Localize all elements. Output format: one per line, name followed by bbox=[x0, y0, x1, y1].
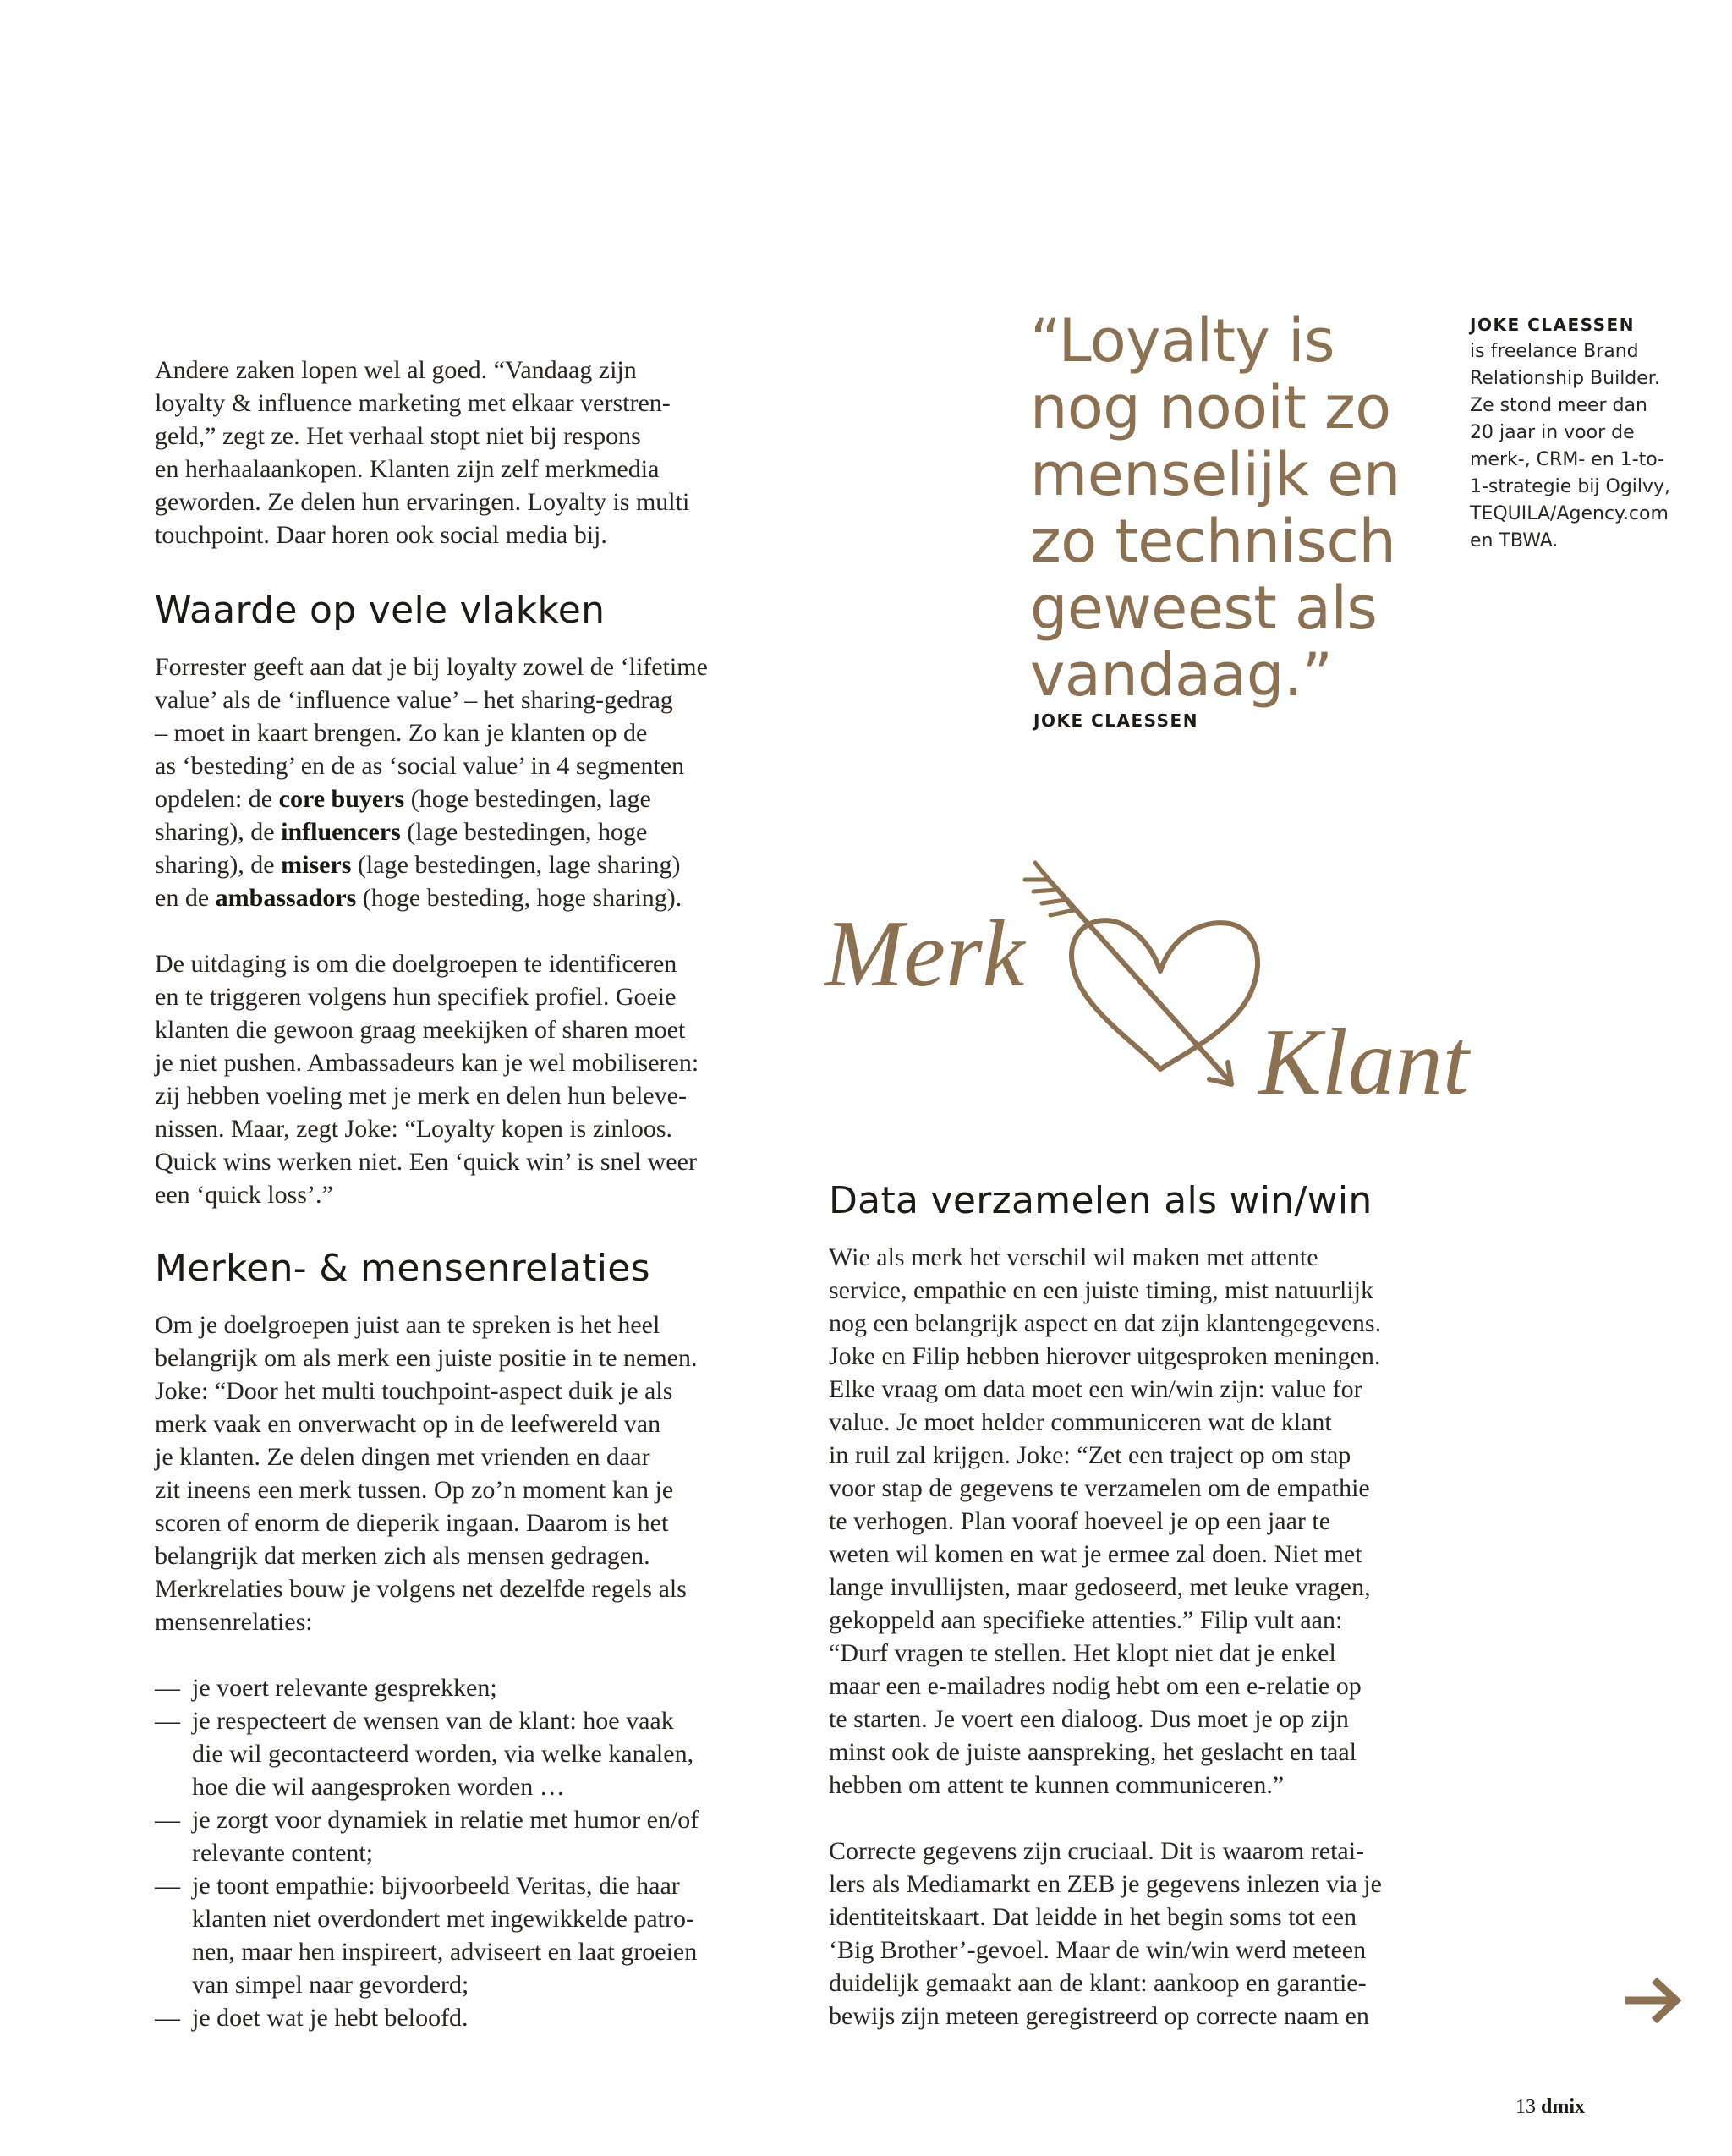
text-line: geld,” zegt ze. Het verhaal stopt niet bij respons bbox=[155, 422, 641, 450]
text-line: mensenrelaties: bbox=[155, 1608, 313, 1636]
text-line: klanten die gewoon graag meekijken of sharen moet bbox=[155, 1016, 686, 1044]
dash-bullet: — bbox=[155, 1872, 180, 1900]
text-line: klanten niet overdondert met ingewikkelde patro- bbox=[192, 1905, 694, 1933]
quote-line: menselijk en bbox=[1030, 440, 1400, 509]
text-line: nen, maar hen inspireert, adviseert en laat groeien bbox=[192, 1938, 698, 1966]
text-line: Wie als merk het verschil wil maken met attente bbox=[829, 1243, 1318, 1271]
text-fragment: (hoge bestedingen, lage bbox=[404, 785, 651, 813]
text-line: bewijs zijn meteen geregistreerd op correcte naam en bbox=[829, 2002, 1369, 2030]
list-item bbox=[155, 1869, 797, 2001]
text-line: relevante content; bbox=[192, 1839, 374, 1867]
list-item bbox=[155, 1704, 797, 1803]
text-line bbox=[155, 782, 797, 815]
section-waarde-body bbox=[155, 650, 797, 1211]
rules-list bbox=[155, 1671, 797, 2034]
section-heading-merken: Merken- & mensenrelaties bbox=[155, 1247, 650, 1290]
text-line: van simpel naar gevorderd; bbox=[192, 1971, 469, 1999]
author-bio bbox=[1470, 311, 1707, 555]
text-line: geworden. Ze delen hun ervaringen. Loyalty is multi bbox=[155, 488, 690, 516]
pull-quote bbox=[1030, 308, 1453, 731]
bio-line: 1-strategie bij Ogilvy, bbox=[1470, 476, 1671, 497]
relations-paragraph bbox=[155, 1308, 797, 1638]
text-line: en te triggeren volgens hun specifiek profiel. Goeie bbox=[155, 983, 677, 1011]
logo-word-klant: Klant bbox=[1258, 1010, 1469, 1115]
text-line: De uitdaging is om die doelgroepen te identificeren bbox=[155, 950, 677, 978]
text-line: te verhogen. Plan vooraf hoeveel je op een jaar te bbox=[829, 1507, 1331, 1535]
quote-attribution: JOKE CLAESSEN bbox=[1033, 710, 1198, 731]
section-heading-data: Data verzamelen als win/win bbox=[829, 1179, 1373, 1222]
text-line: Joke en Filip hebben hierover uitgesproken meningen. bbox=[829, 1342, 1381, 1370]
bio-line: en TBWA. bbox=[1470, 530, 1559, 551]
page-number: 13 bbox=[1516, 2096, 1536, 2118]
bio-line: TEQUILA/Agency.com bbox=[1470, 503, 1669, 524]
text-line: hoe die wil aangesproken worden … bbox=[192, 1773, 565, 1801]
quote-line: vandaag.” bbox=[1030, 640, 1333, 710]
text-line bbox=[155, 815, 797, 848]
text-line: maar een e-mailadres nodig hebt om een e-relatie op bbox=[829, 1672, 1362, 1700]
text-line: zij hebben voeling met je merk en delen hun beleve- bbox=[155, 1082, 687, 1110]
text-line: as ‘besteding’ en de as ‘social value’ in 4 segmenten bbox=[155, 752, 685, 780]
bio-name: JOKE CLAESSEN bbox=[1470, 315, 1635, 335]
bio-line: 20 jaar in voor de bbox=[1470, 422, 1635, 443]
text-line: value’ als de ‘influence value’ – het sharing-gedrag bbox=[155, 686, 673, 714]
quote-line: geweest als bbox=[1030, 573, 1378, 643]
text-line: je klanten. Ze delen dingen met vrienden en daar bbox=[155, 1443, 650, 1471]
paragraph-gap bbox=[155, 914, 797, 947]
text-line: Andere zaken lopen wel al goed. “Vandaag zijn bbox=[155, 356, 637, 384]
text-line: Forrester geeft aan dat je bij loyalty zowel de ‘lifetime bbox=[155, 653, 708, 681]
text-line: identiteitskaart. Dat leidde in het begin soms tot een bbox=[829, 1903, 1357, 1931]
magazine-name: dmix bbox=[1541, 2096, 1586, 2118]
segments-paragraph bbox=[155, 650, 797, 914]
dash-bullet: — bbox=[155, 1707, 180, 1735]
quote-line: zo technisch bbox=[1030, 507, 1396, 576]
data-paragraph-1 bbox=[829, 1241, 1472, 1802]
dash-bullet: — bbox=[155, 1674, 180, 1702]
challenge-paragraph bbox=[155, 947, 797, 1211]
text-line: lers als Mediamarkt en ZEB je gegevens inlezen via je bbox=[829, 1870, 1382, 1898]
text-line: en herhaalaankopen. Klanten zijn zelf merkmedia bbox=[155, 455, 660, 483]
text-line: service, empathie en een juiste timing, mist natuurlijk bbox=[829, 1276, 1374, 1304]
bio-line: Relationship Builder. bbox=[1470, 368, 1660, 389]
text-line: ‘Big Brother’-gevoel. Maar de win/win werd meteen bbox=[829, 1936, 1367, 1964]
text-line bbox=[155, 881, 797, 914]
term-misers: misers bbox=[281, 851, 352, 879]
text-line: duidelijk gemaakt aan de klant: aankoop en garantie- bbox=[829, 1969, 1367, 1997]
bio-text bbox=[1470, 338, 1707, 555]
text-line: loyalty & influence marketing met elkaar verstren- bbox=[155, 389, 671, 417]
data-paragraph-2 bbox=[829, 1835, 1472, 2033]
section-data-body bbox=[829, 1241, 1472, 2033]
text-line: in ruil zal krijgen. Joke: “Zet een traject op om stap bbox=[829, 1441, 1351, 1469]
dash-bullet: — bbox=[155, 1806, 180, 1834]
text-line: “Durf vragen te stellen. Het klopt niet dat je enkel bbox=[829, 1639, 1336, 1667]
text-line: scoren of enorm de dieperik ingaan. Daarom is het bbox=[155, 1509, 669, 1537]
text-fragment: sharing), de bbox=[155, 818, 282, 846]
text-fragment: (lage bestedingen, lage sharing) bbox=[351, 851, 681, 879]
text-line: – moet in kaart brengen. Zo kan je klanten op de bbox=[155, 719, 648, 747]
text-line: merk vaak en onverwacht op in de leefwereld van bbox=[155, 1410, 661, 1438]
text-line: te starten. Je voert een dialoog. Dus moet je op zijn bbox=[829, 1705, 1349, 1733]
list-item bbox=[155, 1671, 797, 1704]
quote-line: nog nooit zo bbox=[1030, 373, 1391, 442]
term-ambassadors: ambassadors bbox=[215, 884, 357, 912]
text-line: belangrijk om als merk een juiste positie in te nemen. bbox=[155, 1344, 698, 1372]
logo-word-merk: Merk bbox=[825, 902, 1025, 1007]
term-influencers: influencers bbox=[281, 818, 401, 846]
quote-line: “Loyalty is bbox=[1030, 306, 1335, 376]
text-line: gekoppeld aan specifieke attenties.” Filip vult aan: bbox=[829, 1606, 1343, 1634]
list-item bbox=[155, 2001, 797, 2034]
text-line: die wil gecontacteerd worden, via welke kanalen, bbox=[192, 1740, 694, 1768]
heart-arrow-icon bbox=[1006, 846, 1285, 1100]
text-line: je toont empathie: bijvoorbeeld Veritas, die haar bbox=[192, 1872, 680, 1900]
text-line: minst ook de juiste aanspreking, het geslacht en taal bbox=[829, 1738, 1357, 1766]
intro-paragraph bbox=[155, 354, 781, 551]
text-line: lange invullijsten, maar gedoseerd, met leuke vragen, bbox=[829, 1573, 1371, 1601]
text-line: weten wil komen en wat je ermee zal doen. Niet met bbox=[829, 1540, 1362, 1568]
text-line: Elke vraag om data moet een win/win zijn: value for bbox=[829, 1375, 1362, 1403]
text-fragment: (hoge besteding, hoge sharing). bbox=[356, 884, 682, 912]
text-line: hebben om attent te kunnen communiceren.” bbox=[829, 1771, 1285, 1799]
arrow-right-icon[interactable] bbox=[1624, 1977, 1683, 2024]
text-line: je doet wat je hebt beloofd. bbox=[192, 2004, 469, 2032]
text-line: Quick wins werken niet. Een ‘quick win’ is snel weer bbox=[155, 1148, 697, 1176]
paragraph-gap bbox=[829, 1802, 1472, 1835]
text-line: je zorgt voor dynamiek in relatie met humor en/of bbox=[192, 1806, 699, 1834]
text-fragment: en de bbox=[155, 884, 216, 912]
text-fragment: sharing), de bbox=[155, 851, 282, 879]
dash-bullet: — bbox=[155, 2004, 180, 2032]
bio-line: is freelance Brand bbox=[1470, 341, 1639, 362]
text-line: Joke: “Door het multi touchpoint-aspect duik je als bbox=[155, 1377, 673, 1405]
section-merken-body bbox=[155, 1308, 797, 2034]
paragraph-gap bbox=[155, 1638, 797, 1671]
text-line: je respecteert de wensen van de klant: hoe vaak bbox=[192, 1707, 674, 1735]
bio-line: Ze stond meer dan bbox=[1470, 395, 1647, 416]
text-line: Merkrelaties bouw je volgens net dezelfde regels als bbox=[155, 1575, 687, 1603]
text-line: belangrijk dat merken zich als mensen gedragen. bbox=[155, 1542, 650, 1570]
text-line: zit ineens een merk tussen. Op zo’n moment kan je bbox=[155, 1476, 674, 1504]
text-line: nog een belangrijk aspect en dat zijn klantengegevens. bbox=[829, 1309, 1382, 1337]
text-fragment: opdelen: de bbox=[155, 785, 279, 813]
list-item bbox=[155, 1803, 797, 1869]
text-line: Correcte gegevens zijn cruciaal. Dit is waarom retai- bbox=[829, 1837, 1365, 1865]
bio-line: merk-, CRM- en 1-to- bbox=[1470, 449, 1665, 470]
text-line: voor stap de gegevens te verzamelen om de empathie bbox=[829, 1474, 1370, 1502]
term-core-buyers: core buyers bbox=[278, 785, 405, 813]
text-line: value. Je moet helder communiceren wat de klant bbox=[829, 1408, 1332, 1436]
text-line: een ‘quick loss’.” bbox=[155, 1181, 333, 1209]
pull-quote-text bbox=[1030, 308, 1453, 709]
left-column bbox=[155, 354, 781, 551]
text-line: je voert relevante gesprekken; bbox=[192, 1674, 497, 1702]
page-footer bbox=[1516, 2096, 1585, 2119]
text-line bbox=[155, 848, 797, 881]
text-line: je niet pushen. Ambassadeurs kan je wel mobiliseren: bbox=[155, 1049, 699, 1077]
text-line: touchpoint. Daar horen ook social media bij. bbox=[155, 521, 607, 549]
text-line: Om je doelgroepen juist aan te spreken is het heel bbox=[155, 1311, 660, 1339]
text-fragment: (lage bestedingen, hoge bbox=[400, 818, 648, 846]
text-line: nissen. Maar, zegt Joke: “Loyalty kopen is zinloos. bbox=[155, 1115, 672, 1143]
section-heading-waarde: Waarde op vele vlakken bbox=[155, 589, 606, 632]
